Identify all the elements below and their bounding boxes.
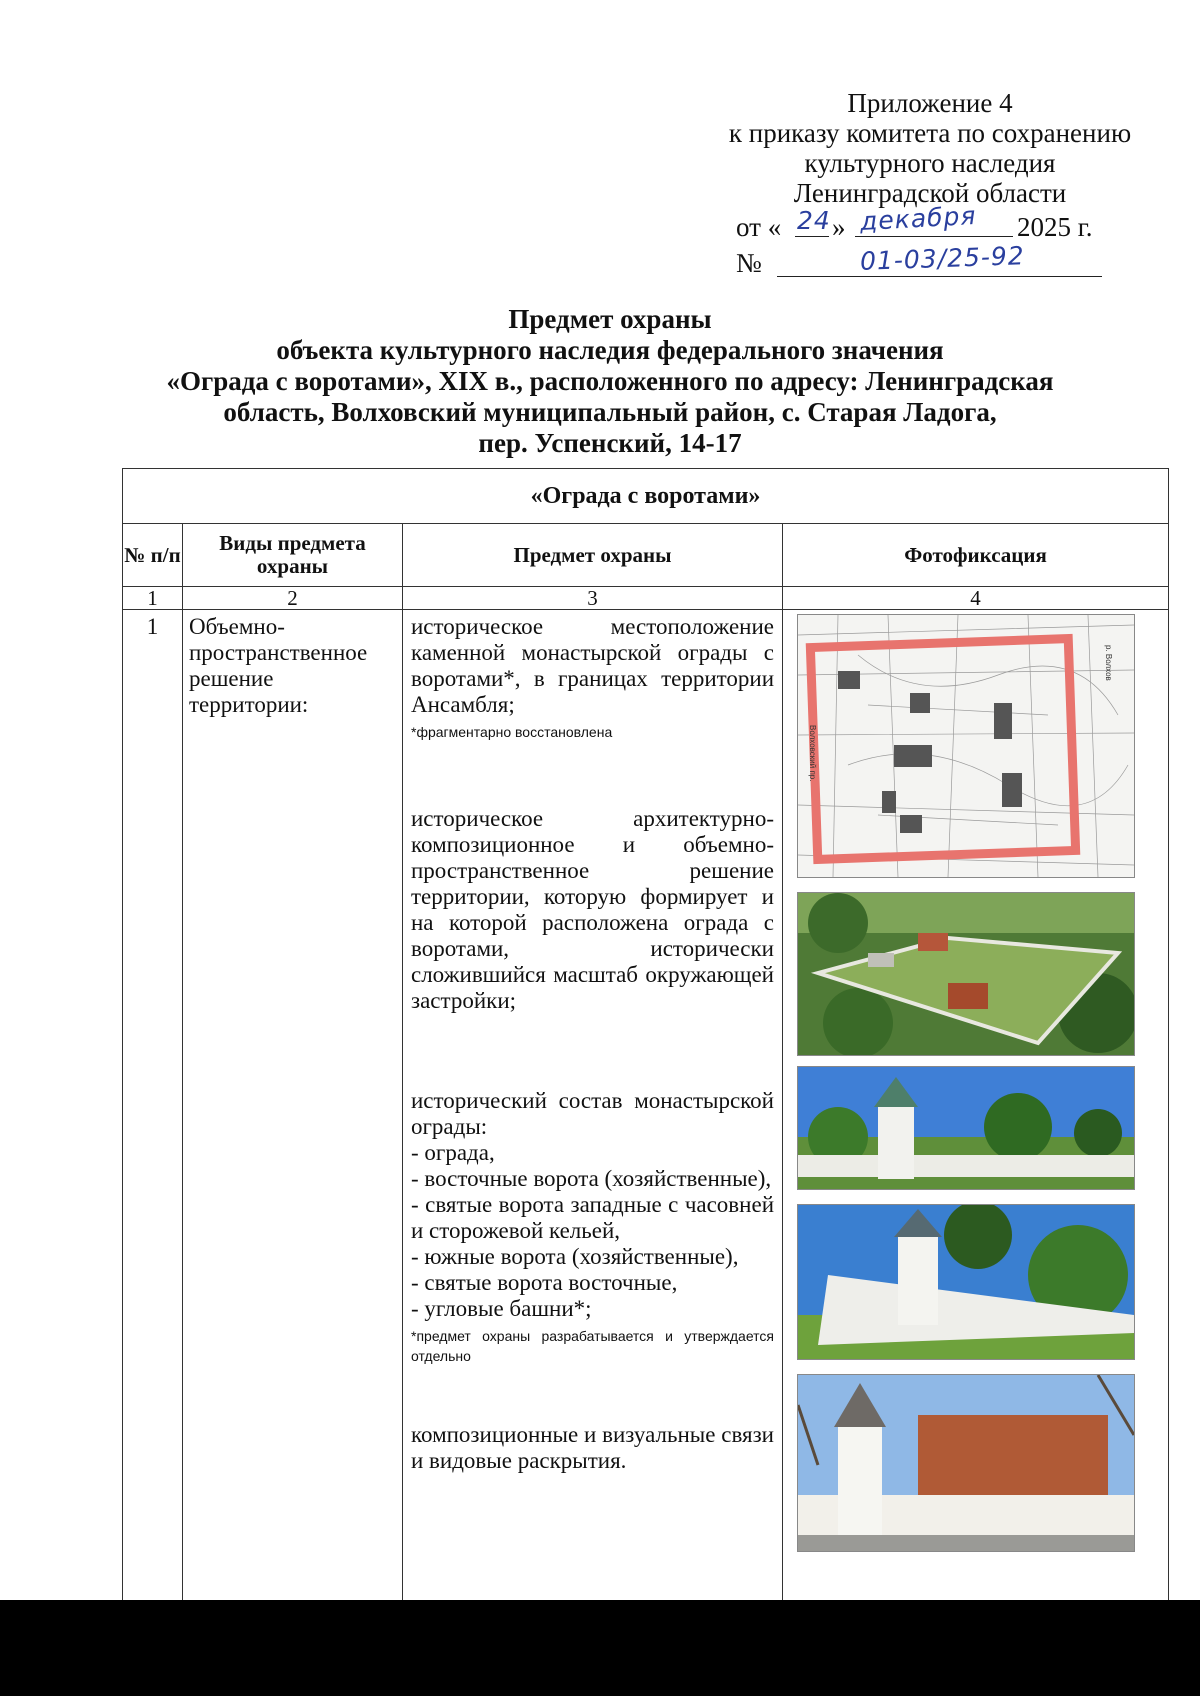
subject-item [411,614,774,742]
header-photo: Фотофиксация [783,524,1169,587]
list-item: - угловые башни*; [411,1296,592,1321]
gate-photo [797,1374,1135,1552]
date-year: 2025 г. [1017,212,1093,242]
title-line: пер. Успенский, 14-17 [478,428,742,458]
col-number: 2 [183,587,403,610]
date-day-handwritten: 24 [797,206,831,235]
appendix-line: культурного наследия [804,148,1056,178]
col-number: 4 [783,587,1169,610]
date-mid: » [832,212,846,242]
list-item: - ограда, [411,1140,495,1165]
subject-text: историческое архитектурно-композиционное и объемно-пространственное решение территории, которую формирует и на которой расположена ограда с воротами, исторически сложившийся масштаб окружающей застройки; [411,806,774,1013]
row-number: 1 [123,610,183,1610]
title-line: объекта культурного наследия федерального значения [276,335,944,365]
subject-item [411,806,774,1014]
order-date [736,212,781,243]
list-item: - святые ворота западные с часовней и сторожевой кельей, [411,1192,774,1243]
subject-text: композиционные и визуальные связи и видовые раскрытия. [411,1422,774,1473]
wall-photo [797,1204,1135,1360]
title-line: область, Волховский муниципальный район, с. Старая Ладога, [223,397,997,427]
subject-item [411,1422,774,1474]
subject-note: *предмет охраны разрабатывается и утверждается отдельно [411,1328,774,1364]
appendix-line: к приказу комитета по сохранению [728,118,1132,148]
number-underline [777,276,1102,277]
map-label-river: р. Волхов [1104,645,1113,681]
order-number-label: № [736,248,762,278]
appendix-line: Приложение 4 [847,88,1013,118]
header-number: № п/п [123,524,183,587]
row-kind: Объемно-пространственное решение территории: [183,610,403,1610]
subject-item [411,1088,774,1366]
document-title [120,304,1100,459]
site-plan-image [797,614,1135,878]
tower-photo-east [797,1066,1135,1190]
date-prefix: от « [736,212,782,242]
table-caption: «Ограда с воротами» [123,469,1169,524]
aerial-photo [797,892,1135,1056]
col-number: 3 [403,587,783,610]
order-number-handwritten: 01-03/25-92 [859,241,1026,276]
subject-text: исторический состав монастырской ограды: [411,1088,774,1139]
list-item: - святые ворота восточные, [411,1270,678,1295]
col-number: 1 [123,587,183,610]
subject-note: *фрагментарно восстановлена [411,724,613,740]
protection-table [122,468,1169,1610]
date-month-handwritten: декабря [859,200,978,237]
title-line: «Ограда с воротами», XIX в., расположенного по адресу: Ленинградская [166,366,1054,396]
list-item: - восточные ворота (хозяйственные), [411,1166,772,1191]
subject-text: историческое местоположение каменной монастырской ограды с воротами*, в границах территории Ансамбля; [411,614,774,717]
scan-bottom-margin [0,1600,1200,1696]
row-photos [783,610,1169,1610]
row-subject [403,610,783,1610]
list-item: - южные ворота (хозяйственные), [411,1244,739,1269]
header-subject: Предмет охраны [403,524,783,587]
map-label-avenue: Волховский пр. [808,725,817,782]
table-row [123,610,1169,1610]
appendix-header [690,88,1170,208]
date-day-underline [795,236,829,237]
date-month-underline [855,236,1013,237]
appendix-line: Ленинградской области [793,178,1067,208]
header-kind: Виды предмета охраны [183,524,403,587]
title-line: Предмет охраны [508,304,712,334]
